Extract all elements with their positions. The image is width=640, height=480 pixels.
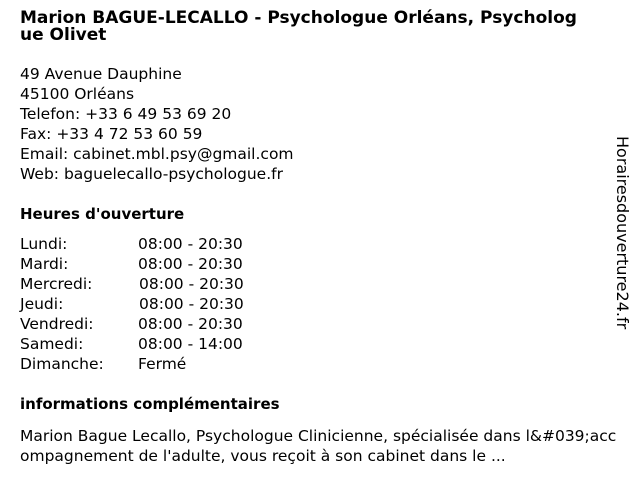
hours-time: 08:00 - 20:30 [139, 275, 244, 293]
hours-heading: Heures d'ouverture [20, 205, 185, 223]
hours-row [20, 314, 320, 334]
street-address: 49 Avenue Dauphine [20, 65, 182, 83]
hours-row [20, 334, 320, 354]
hours-day: Vendredi: [20, 315, 94, 333]
city-postal: 45100 Orléans [20, 85, 135, 103]
website-link[interactable]: Web: baguelecallo-psychologue.fr [20, 165, 283, 183]
hours-time: 08:00 - 20:30 [139, 295, 244, 313]
email-address[interactable]: Email: cabinet.mbl.psy@gmail.com [20, 145, 294, 163]
opening-hours-table [20, 234, 320, 374]
hours-row [20, 294, 320, 314]
hours-day: Samedi: [20, 335, 84, 353]
phone-number[interactable]: Telefon: +33 6 49 53 69 20 [20, 105, 232, 123]
page-title: Marion BAGUE-LECALLO - Psychologue Orléans, Psychologue Olivet [20, 8, 577, 45]
site-watermark: Horairesdouverture24.fr [613, 136, 632, 330]
fax-number: Fax: +33 4 72 53 60 59 [20, 125, 203, 143]
hours-row [20, 354, 320, 374]
hours-row [20, 254, 320, 274]
hours-row [20, 234, 320, 254]
hours-time: 08:00 - 20:30 [138, 315, 243, 333]
hours-day: Mercredi: [20, 275, 93, 293]
hours-time: 08:00 - 20:30 [138, 255, 243, 273]
hours-day: Jeudi: [20, 295, 64, 313]
hours-time: Fermé [138, 355, 187, 373]
info-heading: informations complémentaires [20, 395, 280, 413]
info-text: Marion Bague Lecallo, Psychologue Clinicienne, spécialisée dans l&#039;accompagnement de l'adulte, vous reçoit à son cabinet dans le ... [20, 427, 617, 465]
hours-day: Lundi: [20, 235, 68, 253]
hours-time: 08:00 - 14:00 [138, 335, 243, 353]
contact-block [20, 64, 580, 184]
hours-day: Mardi: [20, 255, 69, 273]
hours-time: 08:00 - 20:30 [138, 235, 243, 253]
hours-row [20, 274, 320, 294]
hours-day: Dimanche: [20, 355, 104, 373]
